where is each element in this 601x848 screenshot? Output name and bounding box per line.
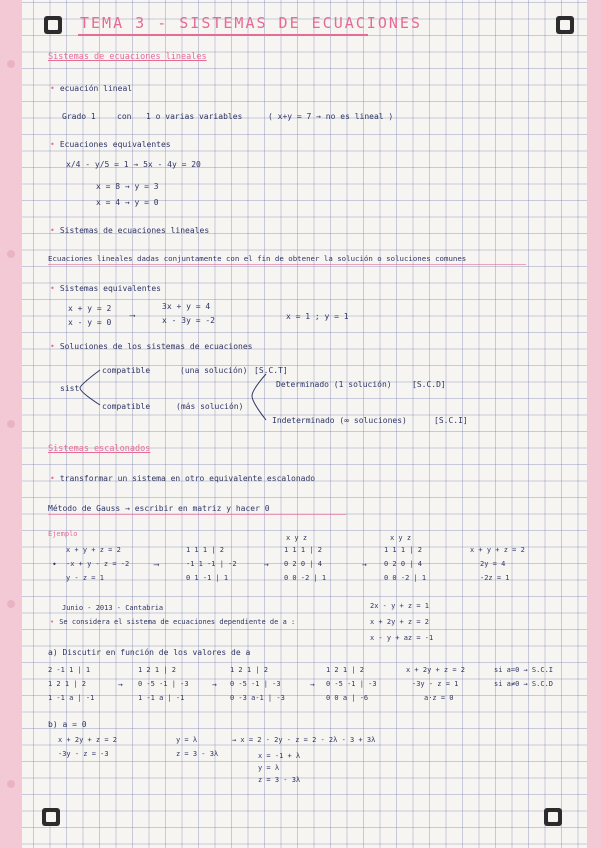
arrow-icon: → (362, 560, 367, 569)
equation-solution-1: x = 8 → y = 3 (96, 182, 159, 191)
sistemas-definition: Ecuaciones lineales dadas conjuntamente con el fin de obtener la solución o soluciones comunes (48, 254, 467, 263)
compatible-label: compatible (102, 366, 151, 375)
corner-mark-bottom-left-icon (42, 808, 60, 826)
equation-fraction: x/4 - y/5 = 1 → 5x - 4y = 20 (66, 160, 201, 169)
a-matrix2-r1: 1 2 1 | 2 (138, 666, 176, 674)
ej-matrix3-r1: 1 1 1 | 2 (384, 546, 422, 554)
b-system-r2: -3y - z = -3 (58, 750, 109, 758)
ej-matrix2-r1: 1 1 1 | 2 (284, 546, 322, 554)
b-derivation: → x = 2 - 2y - z = 2 - 2λ - 3 + 3λ (232, 736, 376, 744)
ej-matrix3-r2: 0 2 0 | 4 (384, 560, 422, 568)
definition-underline (48, 264, 526, 265)
corner-mark-top-left-icon (44, 16, 62, 34)
bullet-soluciones: • Soluciones de los sistemas de ecuaciones (50, 342, 252, 351)
binder-hole-icon (7, 780, 15, 788)
indeterminado-label: Indeterminado (∞ soluciones) (272, 416, 407, 425)
ejemplo-no-lineal: ( x+y = 7 → no es lineal ) (268, 112, 394, 121)
binder-hole-icon (7, 250, 15, 258)
classification-brackets (70, 360, 270, 430)
bullet-considera: • Se considera el sistema de ecuaciones dependiente de a : (50, 618, 295, 626)
system2-line1: 3x + y = 4 (162, 302, 211, 311)
ejemplo-label: Ejemplo (48, 530, 78, 538)
a-matrix3-r2: 0 -5 -1 | -3 (230, 680, 281, 688)
system1-line2: x - y = 0 (68, 318, 112, 327)
binder-hole-icon (7, 60, 15, 68)
bullet-dot-icon: • (52, 560, 57, 569)
scd-label: [S.C.D] (412, 380, 446, 389)
metodo-gauss: Método de Gauss → escribir en matriz y hacer 0 (48, 504, 270, 513)
part-b-label: b) a = 0 (48, 720, 87, 729)
junio-system-r3: x - y + az = -1 (370, 634, 434, 642)
a-condition-1: si a=0 → S.C.I (494, 666, 554, 674)
grado-text: Grado 1 (62, 112, 96, 121)
sci-label: [S.C.I] (434, 416, 468, 425)
ej-system-r3: y - z = 1 (66, 574, 104, 582)
a-result-r1: x + 2y + z = 2 (406, 666, 466, 674)
arrow-icon: ⟶ (130, 311, 135, 320)
ej-matrix2-r2: 0 2 0 | 4 (284, 560, 322, 568)
bullet-ecuaciones-equivalentes: • Ecuaciones equivalentes (50, 140, 171, 149)
a-matrix4-r3: 0 0 a | -6 (326, 694, 369, 702)
una-solucion: (una solución) (180, 366, 248, 375)
con-text: con (117, 112, 132, 121)
a-matrix1-r1: 2 -1 1 | 1 (48, 666, 91, 674)
arrow-icon: → (118, 680, 123, 689)
a-matrix1-r3: 1 -1 a | -1 (48, 694, 95, 702)
sct-label: [S.C.T] (254, 366, 288, 375)
arrow-icon: → (264, 560, 269, 569)
incognitas-text: 1 o varias variables (146, 112, 243, 121)
ej-result-r3: -2z = 1 (480, 574, 510, 582)
a-matrix2-r3: 1 -1 a | -1 (138, 694, 185, 702)
a-matrix3-r1: 1 2 1 | 2 (230, 666, 268, 674)
page-title: TEMA 3 - SISTEMAS DE ECUACIONES (80, 14, 422, 32)
column-labels-2: x y z (390, 534, 412, 542)
ej-matrix3-r3: 0 0 -2 | 1 (384, 574, 427, 582)
b-solution-r3: z = 3 - 3λ (258, 776, 301, 784)
bullet-sistemas-equivalentes: • Sistemas equivalentes (50, 284, 161, 293)
a-matrix4-r2: 0 -5 -1 | -3 (326, 680, 377, 688)
section-heading-escalonados: Sistemas escalonados (48, 444, 151, 454)
a-matrix4-r1: 1 2 1 | 2 (326, 666, 364, 674)
gauss-underline (48, 514, 346, 515)
sist-word: sist (60, 384, 80, 393)
column-labels: x y z (286, 534, 308, 542)
a-result-r2: -3y - z = 1 (412, 680, 459, 688)
mas-solucion: (más solución) (176, 402, 244, 411)
corner-mark-top-right-icon (556, 16, 574, 34)
title-underline (78, 34, 368, 36)
binder-hole-icon (7, 600, 15, 608)
a-result-r3: a·z = 0 (424, 694, 454, 702)
b-solution-r1: x = -1 + λ (258, 752, 301, 760)
right-page-edge (587, 0, 601, 848)
system1-line1: x + y = 2 (68, 304, 112, 313)
b-system-r1: x + 2y + z = 2 (58, 736, 118, 744)
a-condition-2: si a≠0 → S.C.D (494, 680, 554, 688)
junio-system-r2: x + 2y + z = 2 (370, 618, 430, 626)
arrow-icon: → (310, 680, 315, 689)
determinado-label: Determinado (1 solución) (276, 380, 392, 389)
junio-label: Junio - 2013 - Cantabria (62, 604, 164, 612)
ej-result-r1: x + y + z = 2 (470, 546, 525, 554)
system-solution: x = 1 ; y = 1 (286, 312, 349, 321)
ej-matrix1-r3: 0 1 -1 | 1 (186, 574, 229, 582)
ej-system-r2: -x + y - z = -2 (66, 560, 130, 568)
b-solution-r2: y = λ (258, 764, 280, 772)
section-heading-sistemas-lineales: Sistemas de ecuaciones lineales (48, 52, 207, 62)
part-a-label: a) Discutir en función de los valores de a (48, 648, 251, 657)
bullet-sistemas-lineales: • Sistemas de ecuaciones lineales (50, 226, 209, 235)
junio-system-r1: 2x - y + z = 1 (370, 602, 430, 610)
compatible-label-2: compatible (102, 402, 151, 411)
b-param-1: y = λ (176, 736, 198, 744)
system2-line2: x - 3y = -2 (162, 316, 215, 325)
corner-mark-bottom-right-icon (544, 808, 562, 826)
ej-system-r1: x + y + z = 2 (66, 546, 121, 554)
a-matrix3-r3: 0 -3 a-1 | -3 (230, 694, 285, 702)
arrow-icon: → (212, 680, 217, 689)
ej-result-r2: 2y = 4 (480, 560, 506, 568)
ej-matrix1-r2: -1 1 -1 | -2 (186, 560, 237, 568)
arrow-icon: ⟶ (154, 560, 159, 569)
a-matrix1-r2: 1 2 1 | 2 (48, 680, 86, 688)
b-param-2: z = 3 - 3λ (176, 750, 219, 758)
bullet-ecuacion-lineal: • ecuación lineal (50, 84, 132, 93)
equation-solution-2: x = 4 → y = 0 (96, 198, 159, 207)
ej-matrix1-r1: 1 1 1 | 2 (186, 546, 224, 554)
ej-matrix2-r3: 0 0 -2 | 1 (284, 574, 327, 582)
bullet-transformar: • transformar un sistema en otro equivalente escalonado (50, 474, 315, 483)
binder-hole-icon (7, 420, 15, 428)
a-matrix2-r2: 0 -5 -1 | -3 (138, 680, 189, 688)
